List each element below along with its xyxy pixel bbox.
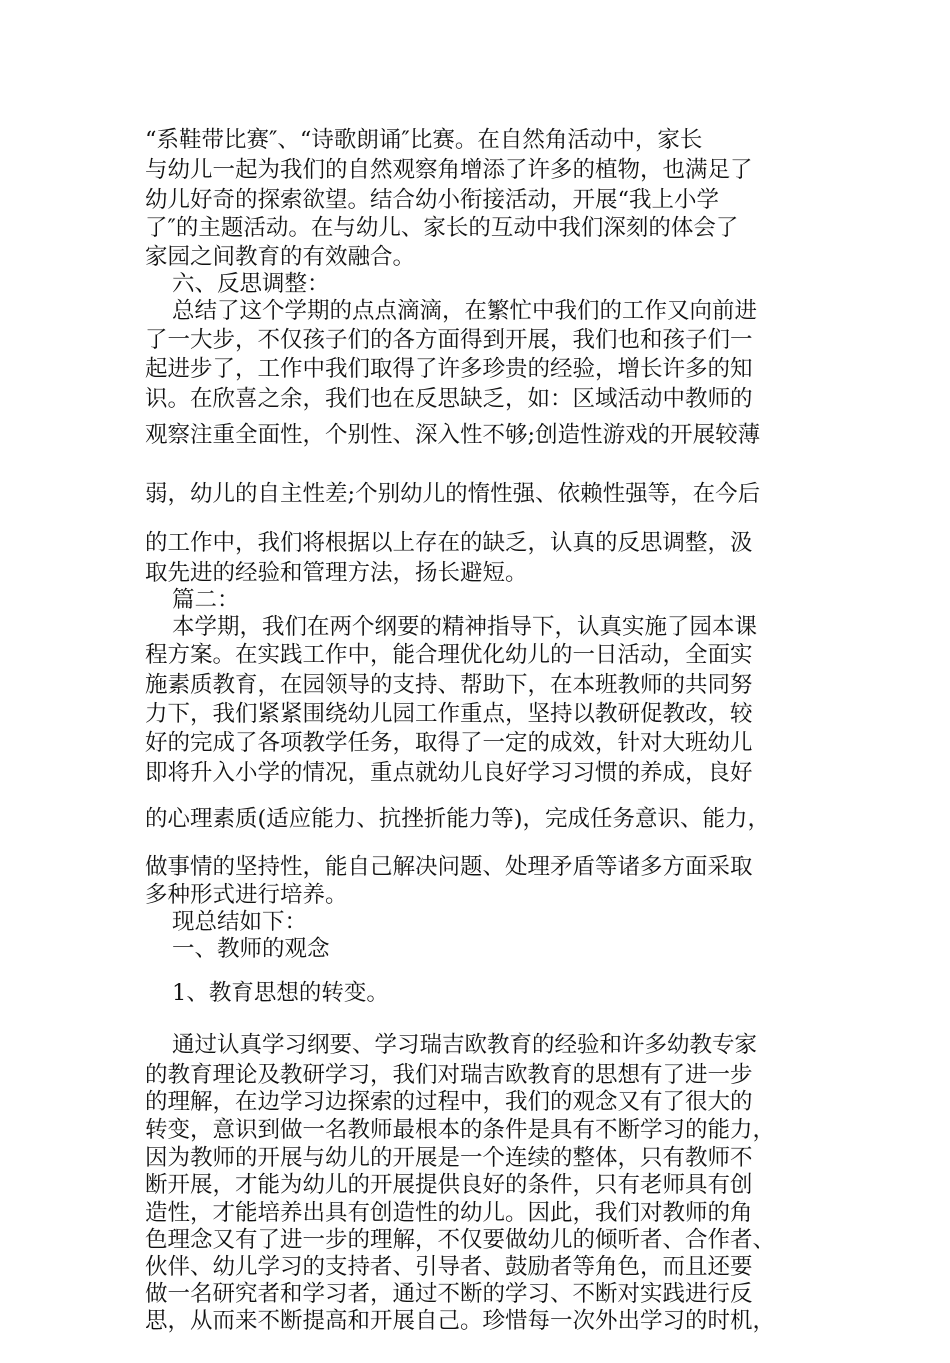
text-line: 的理解，在边学习边探索的过程中，我们的观念又有了很大的 [145, 1089, 753, 1115]
text-line: 识。在欣喜之余，我们也在反思缺乏，如：区域活动中教师的 [145, 386, 753, 412]
text-line: 的工作中，我们将根据以上存在的缺乏，认真的反思调整，汲 [145, 530, 753, 556]
text-line: 因为教师的开展与幼儿的开展是一个连续的整体，只有教师不 [145, 1145, 753, 1171]
section-heading: 篇二： [172, 587, 240, 613]
text-line: 程方案。在实践工作中，能合理优化幼儿的一日活动，全面实 [145, 642, 753, 668]
text-line: 断开展，才能为幼儿的开展提供良好的条件，只有老师具有创 [145, 1172, 753, 1198]
text-line: 幼儿好奇的探索欲望。结合幼小衔接活动，开展“我上小学 [145, 187, 720, 213]
text-line: 通过认真学习纲要、学习瑞吉欧教育的经验和许多幼教专家 [172, 1032, 758, 1058]
text-line: 取先进的经验和管理方法，扬长避短。 [145, 560, 528, 586]
text-line: 转变，意识到做一名教师最根本的条件是具有不断学习的能力， [145, 1117, 776, 1143]
text-line: 力下，我们紧紧围绕幼儿园工作重点，坚持以教研促教改，较 [145, 701, 753, 727]
text-line: 伙伴、幼儿学习的支持者、引导者、鼓励者等角色，而且还要 [145, 1254, 753, 1280]
section-heading: 现总结如下： [172, 909, 308, 935]
section-heading: 一、教师的观念 [172, 936, 330, 962]
text-line: “系鞋带比赛″、“诗歌朗诵″比赛。在自然角活动中，家长 [145, 127, 703, 153]
text-line: 造性，才能培养出具有创造性的幼儿。因此，我们对教师的角 [145, 1200, 753, 1226]
text-line: 好的完成了各项教学任务，取得了一定的成效，针对大班幼儿 [145, 730, 753, 756]
text-line: 了″的主题活动。在与幼儿、家长的互动中我们深刻的体会了 [145, 215, 739, 241]
text-line: 多种形式进行培养。 [145, 882, 348, 908]
subsection-heading: 1、教育思想的转变。 [172, 980, 389, 1006]
text-line: 的教育理论及教研学习，我们对瑞吉欧教育的思想有了进一步 [145, 1062, 753, 1088]
text-line: 色理念又有了进一步的理解，不仅要做幼儿的倾听者、合作者、 [145, 1227, 776, 1253]
text-line: 本学期，我们在两个纲要的精神指导下，认真实施了园本课 [172, 614, 758, 640]
text-line: 起进步了，工作中我们取得了许多珍贵的经验，增长许多的知 [145, 356, 753, 382]
text-line: 的心理素质(适应能力、抗挫折能力等)，完成任务意识、能力， [145, 806, 771, 832]
text-line: 即将升入小学的情况，重点就幼儿良好学习习惯的养成，良好 [145, 760, 753, 786]
text-line: 思，从而来不断提高和开展自己。珍惜每一次外出学习的时机， [145, 1308, 776, 1334]
text-line: 总结了这个学期的点点滴滴，在繁忙中我们的工作又向前进 [172, 298, 758, 324]
text-line: 做事情的坚持性，能自己解决问题、处理矛盾等诸多方面采取 [145, 854, 753, 880]
section-heading: 六、反思调整： [172, 271, 330, 297]
text-line: 家园之间教育的有效融合。 [145, 244, 416, 270]
text-line: 观察注重全面性，个别性、深入性不够;创造性游戏的开展较薄 [145, 422, 761, 448]
text-line: 做一名研究者和学习者，通过不断的学习、不断对实践进行反 [145, 1281, 753, 1307]
text-line: 与幼儿一起为我们的自然观察角增添了许多的植物，也满足了 [145, 157, 753, 183]
text-line: 了一大步，不仅孩子们的各方面得到开展，我们也和孩子们一 [145, 327, 753, 353]
text-line: 弱，幼儿的自主性差;个别幼儿的惰性强、依赖性强等，在今后 [145, 481, 761, 507]
text-line: 施素质教育，在园领导的支持、帮助下，在本班教师的共同努 [145, 672, 753, 698]
